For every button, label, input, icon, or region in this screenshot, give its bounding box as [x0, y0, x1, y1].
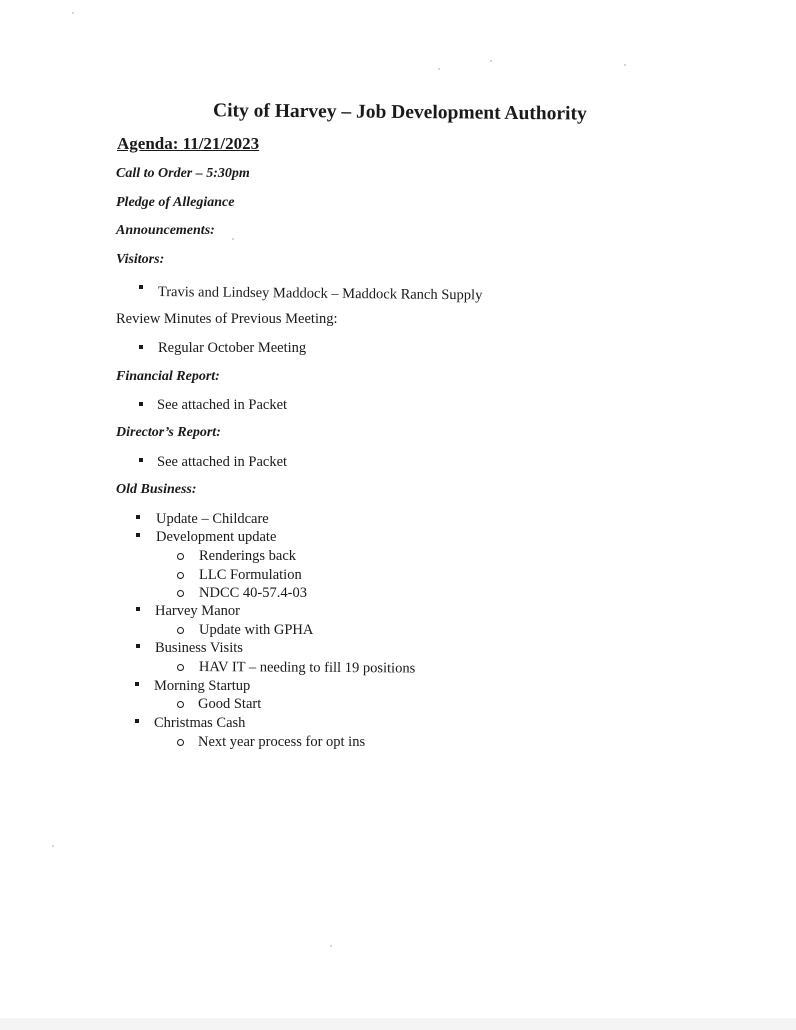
bullet-icon: [136, 644, 140, 648]
circle-bullet-icon: [177, 572, 184, 579]
bullet-icon: [136, 533, 140, 537]
bullet-icon: [139, 345, 143, 349]
circle-bullet-icon: [177, 739, 184, 746]
old-business-item: Development update: [156, 529, 277, 545]
bullet-icon: [135, 719, 139, 723]
old-business-item: Business Visits: [155, 640, 243, 656]
circle-bullet-icon: [177, 590, 184, 597]
circle-bullet-icon: [177, 553, 184, 560]
agenda-date-heading: Agenda: 11/21/2023: [117, 134, 260, 153]
old-business-subitem: Next year process for opt ins: [198, 734, 366, 750]
old-business-subitem: Good Start: [198, 696, 262, 712]
scan-speck: [72, 12, 74, 14]
bullet-icon: [139, 458, 143, 462]
bullet-icon: [139, 285, 143, 289]
visitors-heading: Visitors:: [116, 252, 165, 267]
announcements-heading: Announcements:: [116, 223, 215, 238]
visitor-item: Travis and Lindsey Maddock – Maddock Ranch Supply: [157, 284, 483, 304]
old-business-subitem: LLC Formulation: [199, 567, 302, 583]
scan-speck: [330, 945, 332, 947]
old-business-item: Morning Startup: [154, 678, 251, 694]
directors-report-heading: Director’s Report:: [116, 425, 221, 440]
document-title: City of Harvey – Job Development Authority: [212, 100, 587, 125]
old-business-heading: Old Business:: [116, 482, 197, 497]
bullet-icon: [136, 515, 140, 519]
bullet-icon: [135, 682, 139, 686]
scan-speck: [52, 845, 54, 847]
call-to-order-heading: Call to Order – 5:30pm: [116, 166, 250, 181]
circle-bullet-icon: [177, 664, 184, 671]
financial-report-item: See attached in Packet: [157, 397, 288, 413]
review-minutes-item: Regular October Meeting: [158, 340, 307, 356]
directors-report-item: See attached in Packet: [157, 454, 288, 470]
bullet-icon: [136, 607, 140, 611]
bullet-icon: [139, 402, 143, 406]
old-business-item: Harvey Manor: [155, 603, 240, 619]
scan-speck: [490, 60, 492, 62]
scan-bottom-edge: [0, 1018, 796, 1030]
old-business-item: Christmas Cash: [154, 715, 246, 731]
old-business-subitem: Update with GPHA: [199, 622, 314, 638]
scan-speck: [438, 68, 440, 70]
old-business-subitem: NDCC 40-57.4-03: [199, 585, 307, 601]
pledge-heading: Pledge of Allegiance: [116, 195, 235, 210]
circle-bullet-icon: [177, 627, 184, 634]
scan-speck: [232, 238, 234, 240]
old-business-subitem: HAV IT – needing to fill 19 positions: [198, 659, 416, 677]
old-business-subitem: Renderings back: [199, 548, 297, 564]
review-minutes-heading: Review Minutes of Previous Meeting:: [116, 311, 338, 327]
old-business-item: Update – Childcare: [156, 511, 269, 527]
circle-bullet-icon: [177, 701, 184, 708]
financial-report-heading: Financial Report:: [116, 369, 220, 384]
scan-speck: [624, 64, 626, 66]
